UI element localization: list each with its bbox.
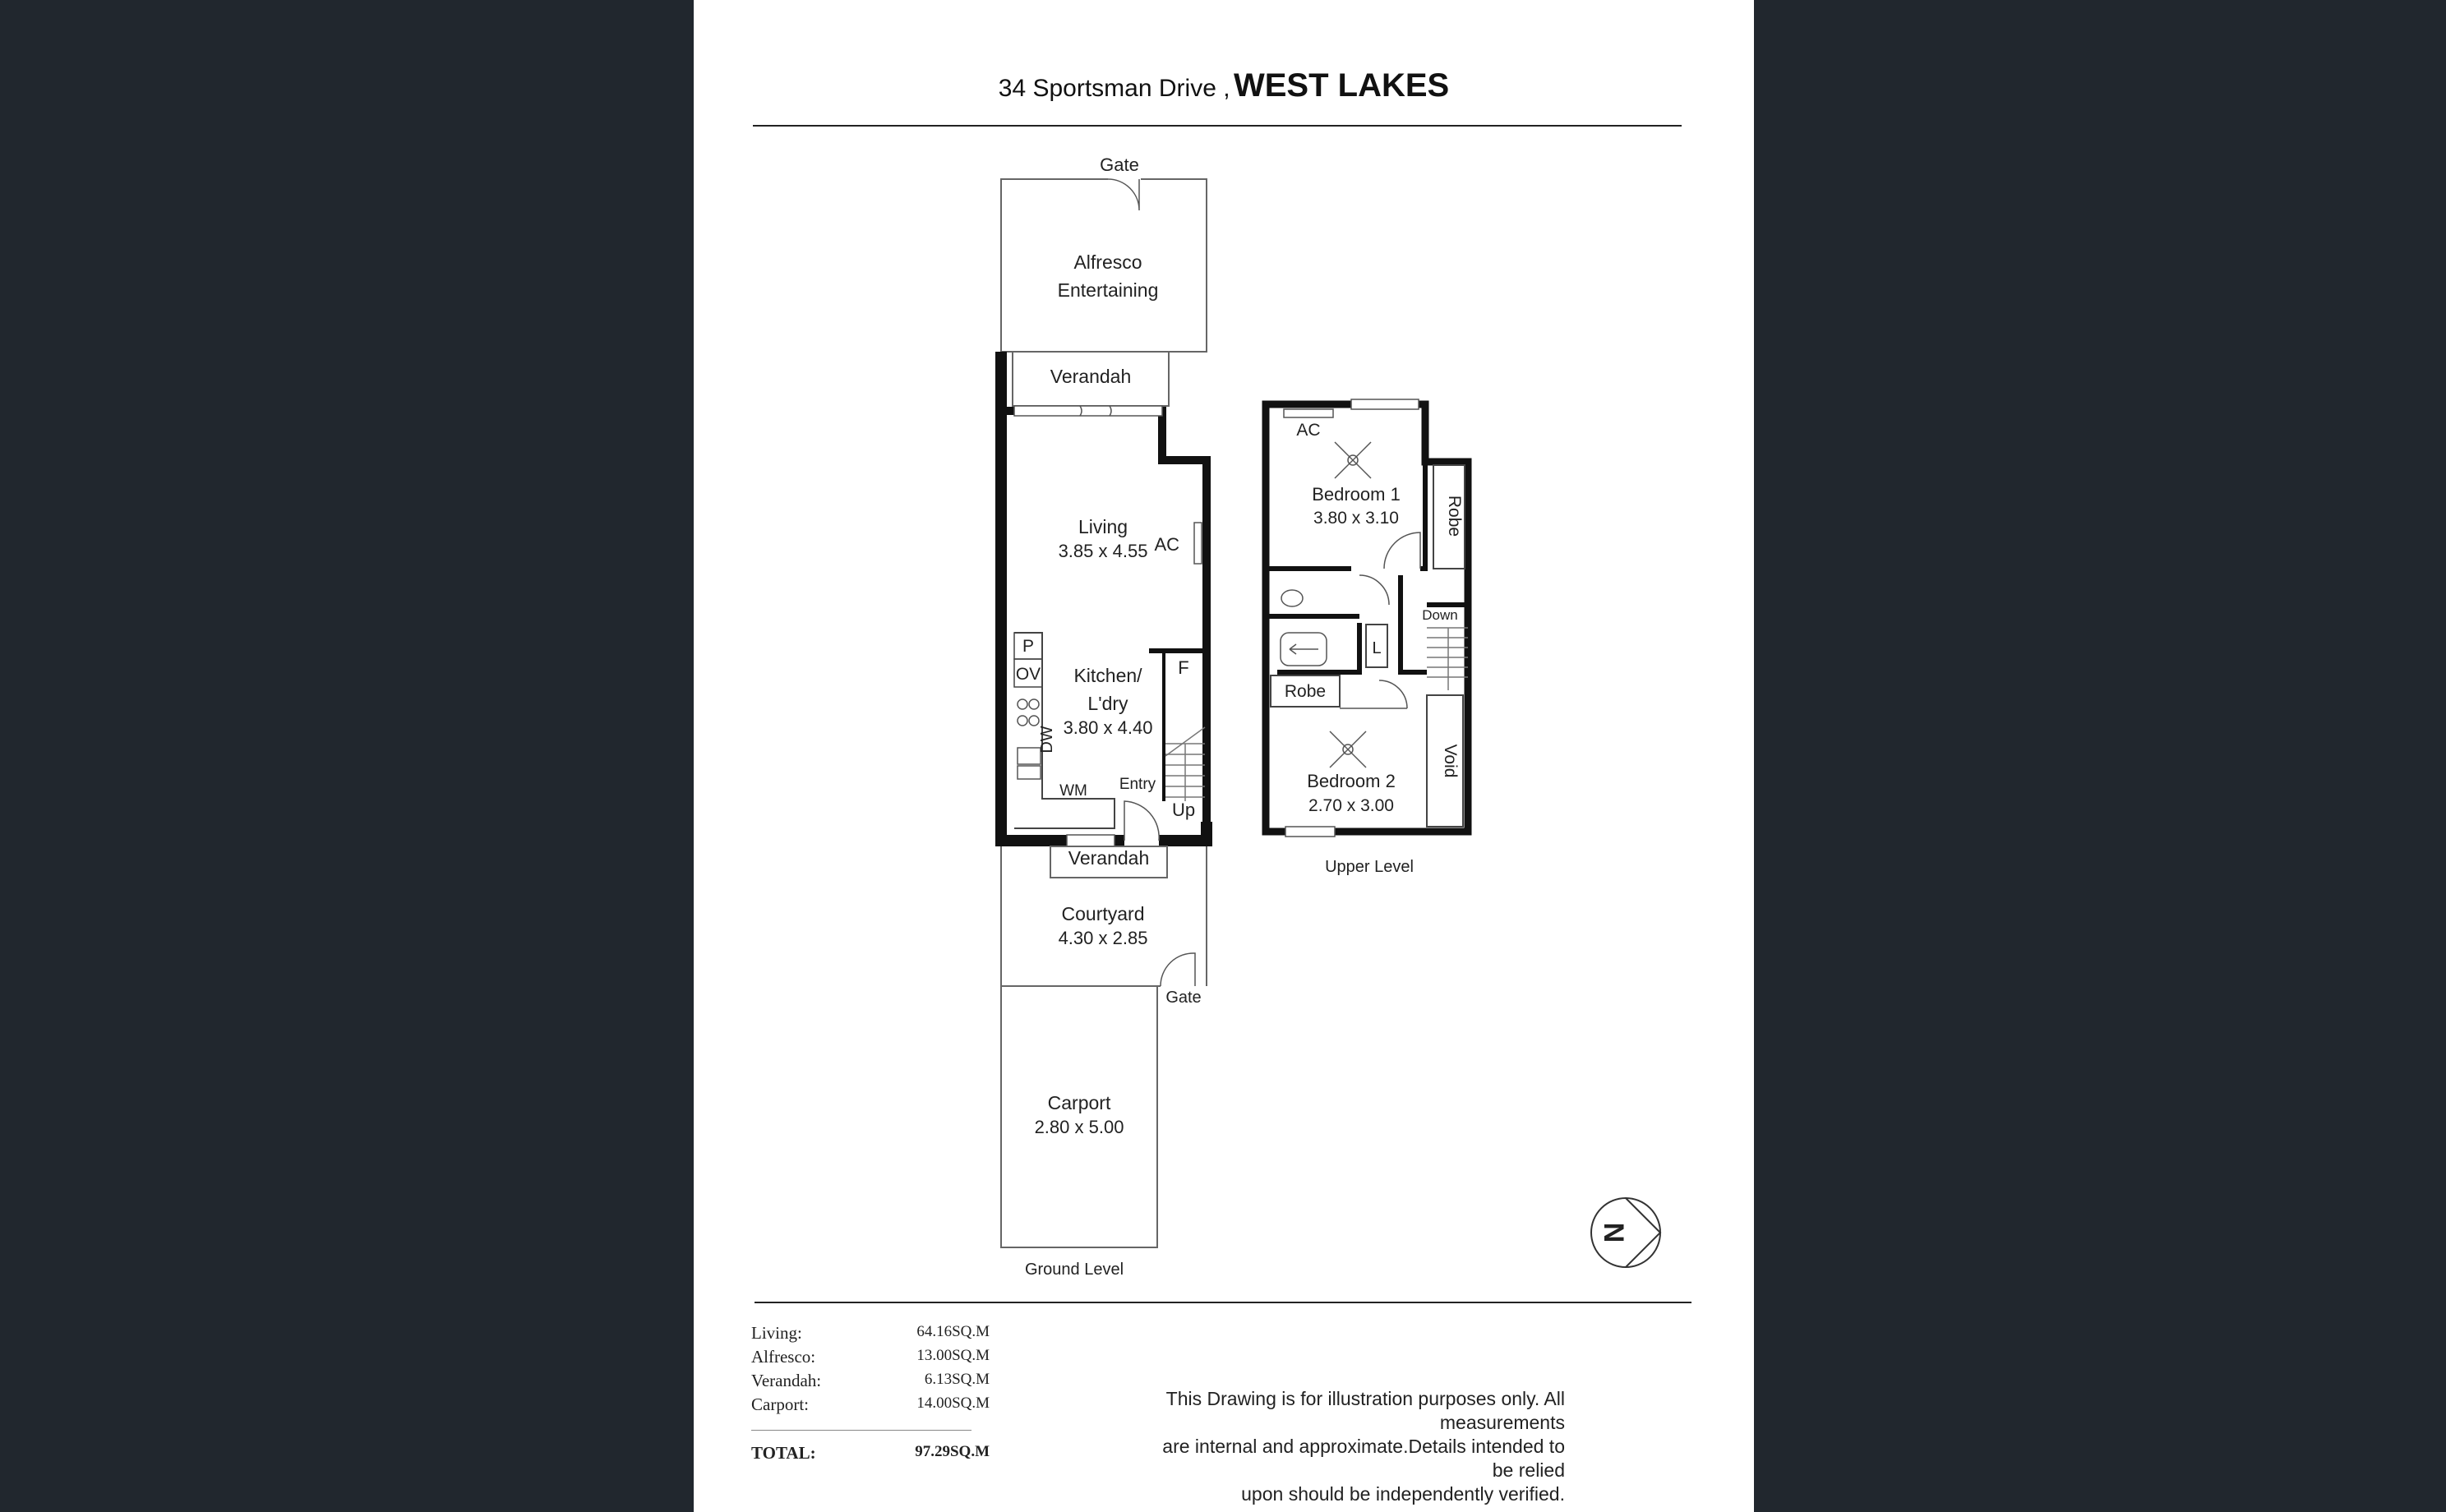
void-label: Void [1441, 744, 1460, 778]
dishwasher-label: DW [1038, 726, 1056, 754]
toilet-icon [1281, 590, 1303, 606]
area-label: Verandah: [751, 1371, 822, 1390]
area-value: 14.00SQ.M [916, 1394, 990, 1412]
area-row [751, 1371, 990, 1394]
bedroom2-dims: 2.70 x 3.00 [1308, 796, 1394, 815]
courtyard-label: Courtyard [1061, 903, 1145, 924]
area-schedule [751, 1323, 990, 1467]
washing-machine-label: WM [1059, 782, 1087, 800]
upper-level-plan [1266, 399, 1468, 876]
stairs-down-label: Down [1422, 607, 1458, 623]
footer-divider [755, 1302, 1691, 1303]
kitchen-dims: 3.80 x 4.40 [1063, 717, 1153, 738]
kitchen-label: Kitchen/ [1073, 665, 1142, 686]
carport-dims: 2.80 x 5.00 [1034, 1117, 1124, 1137]
robe1-label: Robe [1445, 495, 1464, 537]
oven-label: OV [1015, 665, 1041, 684]
alfresco-label-2: Entertaining [1057, 279, 1159, 301]
linen-label: L [1372, 639, 1382, 657]
bedroom1-label: Bedroom 1 [1312, 484, 1401, 505]
ground-level-plan [1001, 154, 1207, 1279]
living-ac-label: AC [1154, 534, 1179, 555]
upper-level-label: Upper Level [1325, 858, 1414, 876]
gate-door-swing [1108, 179, 1139, 210]
alfresco-label: Alfresco [1073, 251, 1142, 273]
area-row [751, 1323, 990, 1347]
pantry-label: P [1022, 637, 1035, 656]
total-value: 97.29SQ.M [915, 1443, 990, 1460]
fridge-label: F [1178, 657, 1189, 678]
north-letter: N [1598, 1222, 1629, 1243]
kitchen-label-2: L'dry [1087, 693, 1128, 714]
total-divider [751, 1430, 971, 1431]
gate-side-label: Gate [1165, 989, 1202, 1007]
title-suburb: WEST LAKES [1234, 67, 1450, 104]
ground-window [1067, 835, 1115, 846]
carport-label: Carport [1047, 1092, 1111, 1113]
living-label: Living [1078, 516, 1128, 537]
disclaimer-text [1138, 1387, 1565, 1506]
robe2-label: Robe [1284, 682, 1327, 701]
sliding-door [1014, 406, 1162, 416]
area-row [751, 1347, 990, 1371]
stairs-down [1427, 628, 1468, 690]
area-total-row [751, 1443, 990, 1467]
area-value: 64.16SQ.M [916, 1323, 990, 1340]
upper-ac-label: AC [1296, 421, 1321, 440]
courtyard-dims: 4.30 x 2.85 [1058, 928, 1148, 948]
floorplan-sheet [694, 0, 1754, 1512]
area-value: 6.13SQ.M [924, 1371, 990, 1388]
bedroom1-dims: 3.80 x 3.10 [1313, 509, 1399, 528]
bedroom2-window [1285, 827, 1335, 837]
verandah-bottom-label: Verandah [1068, 847, 1150, 869]
sink-icon [1018, 748, 1041, 779]
bedroom2-label: Bedroom 2 [1307, 771, 1396, 791]
north-arrow-icon [1591, 1198, 1660, 1267]
bedroom1-window [1351, 399, 1419, 409]
area-label: Alfresco: [751, 1347, 816, 1367]
cooktop-icon [1018, 699, 1039, 726]
bedroom2-door-swing [1340, 680, 1407, 708]
title-address: 34 Sportsman Drive , [998, 75, 1230, 102]
house-wall-right [1001, 411, 1207, 822]
living-ac-unit [1194, 523, 1202, 564]
ceiling-fan-icon-2 [1330, 731, 1366, 768]
disclaimer-line-2: are internal and approximate.Details intended to be relied [1162, 1436, 1565, 1481]
area-label: Living: [751, 1323, 802, 1343]
upper-ac-unit [1284, 409, 1333, 417]
total-label: TOTAL: [751, 1443, 816, 1463]
house-wall-outer [1001, 352, 1207, 841]
ground-level-label: Ground Level [1024, 1261, 1124, 1279]
disclaimer-line-1: This Drawing is for illustration purposes only. All measurements [1165, 1388, 1565, 1433]
entry-label: Entry [1119, 776, 1156, 793]
verandah-top-label: Verandah [1050, 366, 1132, 387]
side-gate-swing [1161, 953, 1195, 986]
bathroom-door-swing [1359, 575, 1389, 605]
area-label: Carport: [751, 1394, 809, 1414]
floorplan-drawing [694, 0, 1754, 1307]
area-value: 13.00SQ.M [916, 1347, 990, 1364]
bedroom1-door-swing [1384, 532, 1420, 569]
entry-door-swing [1124, 801, 1159, 841]
area-row [751, 1394, 990, 1418]
stairs-up [1165, 727, 1205, 801]
living-dims: 3.85 x 4.55 [1058, 541, 1148, 561]
gate-top-label: Gate [1100, 154, 1139, 175]
stairs-up-label: Up [1171, 800, 1196, 820]
disclaimer-line-3: upon should be independently verified. [1241, 1483, 1565, 1505]
ceiling-fan-icon [1335, 442, 1371, 478]
